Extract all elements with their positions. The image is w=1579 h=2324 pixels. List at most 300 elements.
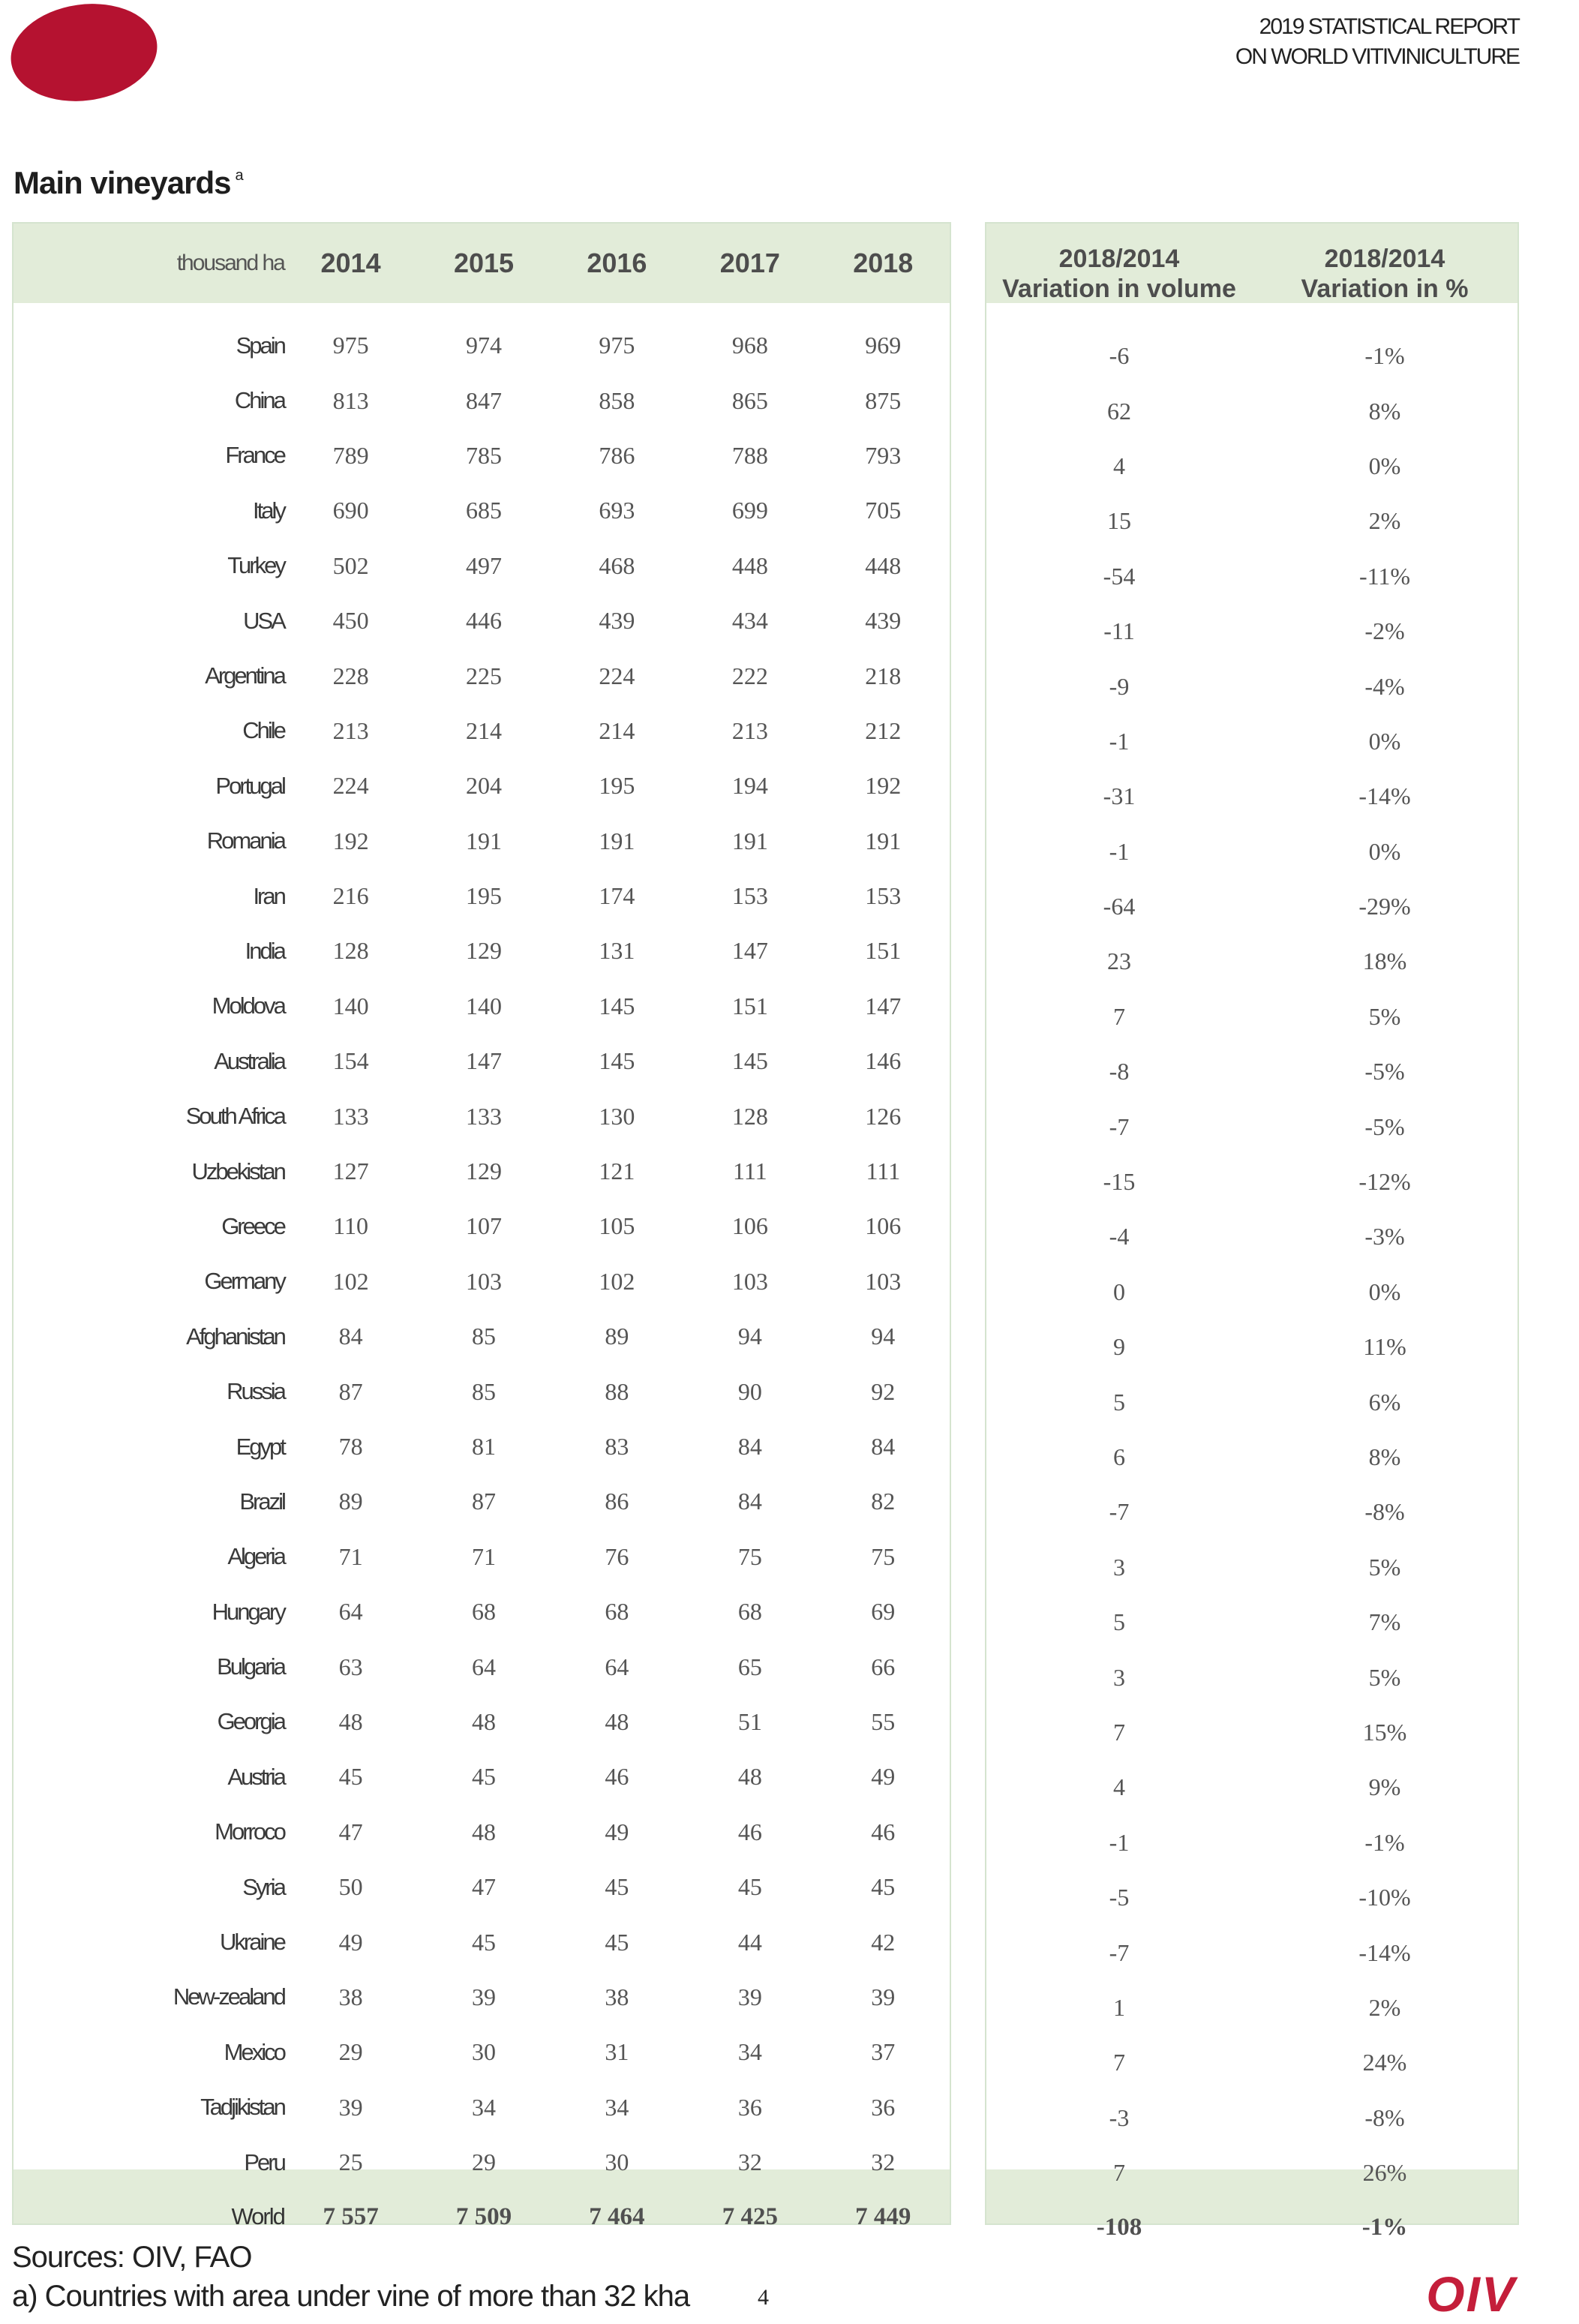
area-value: 89 — [605, 1323, 629, 1350]
area-value: 7 557 — [323, 2202, 379, 2230]
area-value: 39 — [338, 2093, 363, 2121]
country-name: South Africa — [185, 1103, 284, 1130]
table-row — [986, 1595, 1517, 1650]
area-value: 102 — [599, 1267, 635, 1295]
table-row — [986, 2091, 1517, 2145]
country-name: France — [225, 442, 284, 469]
variation-volume-value: 3 — [1113, 1553, 1125, 1581]
area-value: 106 — [865, 1212, 902, 1240]
area-value: 133 — [465, 1102, 502, 1130]
area-value: 34 — [471, 2093, 496, 2121]
area-value: 94 — [737, 1323, 762, 1350]
area-value: 68 — [605, 1598, 629, 1626]
table-row — [14, 1254, 950, 1309]
area-value: 448 — [865, 551, 902, 579]
table-row — [14, 1970, 950, 2025]
table-row — [986, 604, 1517, 659]
area-value: 195 — [465, 882, 502, 910]
country-name: Chile — [242, 717, 284, 744]
table-row — [986, 1154, 1517, 1209]
variation-volume-value: -1 — [1109, 837, 1130, 865]
table-row — [986, 1265, 1517, 1320]
area-value: 191 — [599, 827, 635, 854]
area-value: 81 — [471, 1433, 496, 1460]
variation-pct-header: 2018/2014 Variation in % — [1301, 245, 1469, 303]
table-row — [14, 1144, 950, 1199]
table-row — [986, 494, 1517, 548]
variation-pct-value: -1% — [1361, 2213, 1408, 2241]
variation-volume-value: 9 — [1113, 1333, 1125, 1361]
area-value: 64 — [338, 1598, 363, 1626]
area-value: 32 — [737, 2148, 762, 2176]
table-row — [986, 1044, 1517, 1099]
area-value: 127 — [332, 1157, 369, 1185]
area-value: 103 — [465, 1267, 502, 1295]
area-value: 145 — [599, 992, 635, 1019]
area-value: 45 — [871, 1873, 896, 1901]
area-value: 107 — [465, 1212, 502, 1240]
table-row — [986, 659, 1517, 713]
area-value: 793 — [865, 441, 902, 469]
variation-pct-value: -3% — [1364, 1223, 1405, 1251]
area-value: 213 — [731, 716, 768, 744]
area-value: 63 — [338, 1653, 363, 1680]
oiv-brand-logo: OIV — [1426, 2266, 1516, 2322]
area-value: 84 — [871, 1433, 896, 1460]
variation-pct-value: 0% — [1368, 1278, 1401, 1305]
table-row — [14, 1034, 950, 1088]
area-value: 147 — [465, 1047, 502, 1075]
area-value: 140 — [465, 992, 502, 1019]
area-value: 153 — [865, 882, 902, 910]
table-row — [14, 1530, 950, 1584]
country-name: India — [245, 937, 284, 964]
year-header: 2016 — [587, 248, 647, 278]
variation-volume-value: -1 — [1109, 727, 1130, 755]
area-value: 218 — [865, 662, 902, 689]
table-row — [14, 593, 950, 648]
country-name: Syria — [242, 1873, 284, 1900]
area-value: 191 — [865, 827, 902, 854]
country-name: Spain — [236, 332, 284, 359]
area-value: 497 — [465, 551, 502, 579]
table-row — [14, 979, 950, 1034]
table-row — [14, 1474, 950, 1529]
area-value: 105 — [599, 1212, 635, 1240]
variation-volume-value: -7 — [1109, 1498, 1130, 1526]
area-value: 48 — [338, 1707, 363, 1735]
area-value: 147 — [865, 992, 902, 1019]
variation-pct-value: 5% — [1368, 1553, 1401, 1581]
variation-pct-value: -11% — [1358, 562, 1411, 590]
area-value: 92 — [871, 1377, 896, 1405]
area-value: 468 — [599, 551, 635, 579]
country-name: Germany — [204, 1268, 284, 1295]
area-value: 84 — [737, 1433, 762, 1460]
area-value: 788 — [731, 441, 768, 469]
area-value: 126 — [865, 1102, 902, 1130]
area-value: 47 — [338, 1818, 363, 1845]
area-value: 813 — [332, 386, 369, 414]
variation-volume-value: 15 — [1107, 507, 1131, 535]
table-row — [14, 428, 950, 483]
country-name: Australia — [214, 1047, 284, 1074]
area-value: 969 — [865, 332, 902, 359]
area-value: 94 — [871, 1323, 896, 1350]
area-value: 48 — [605, 1707, 629, 1735]
variation-volume-value: -108 — [1096, 2213, 1142, 2241]
variation-pct-value: -8% — [1364, 2103, 1405, 2131]
table-row — [14, 1584, 950, 1639]
country-name: Tadjikistan — [200, 2094, 284, 2121]
country-name: Moldova — [212, 992, 284, 1019]
variation-volume-value: 5 — [1113, 1388, 1125, 1416]
variation-pct-value: -29% — [1358, 893, 1411, 920]
area-value: 858 — [599, 386, 635, 414]
variation-pct-value: -14% — [1358, 1938, 1411, 1966]
variation-pct-value: 0% — [1368, 837, 1401, 865]
table-row — [986, 2145, 1517, 2200]
area-value: 693 — [599, 497, 635, 524]
variation-pct-value: 18% — [1362, 947, 1407, 975]
country-name: Bulgaria — [217, 1653, 284, 1680]
table-row — [986, 1485, 1517, 1539]
area-value: 192 — [332, 827, 369, 854]
variation-pct-value: -5% — [1364, 1112, 1405, 1140]
table-row — [986, 879, 1517, 934]
area-value: 146 — [865, 1047, 902, 1075]
variation-pct-value: -1% — [1364, 342, 1405, 370]
area-value: 90 — [737, 1377, 762, 1405]
area-value: 68 — [471, 1598, 496, 1626]
area-value: 875 — [865, 386, 902, 414]
area-value: 110 — [333, 1212, 368, 1240]
table-row — [986, 314, 1517, 383]
area-value: 786 — [599, 441, 635, 469]
table-row — [986, 1099, 1517, 1154]
area-value: 847 — [465, 386, 502, 414]
area-value: 75 — [737, 1542, 762, 1570]
area-value: 49 — [338, 1928, 363, 1956]
table-row — [986, 824, 1517, 879]
table-row — [14, 1364, 950, 1419]
area-value: 7 425 — [722, 2202, 778, 2230]
area-value: 85 — [471, 1377, 496, 1405]
area-value: 64 — [605, 1653, 629, 1680]
year-header: 2015 — [453, 248, 515, 278]
world-total-row — [14, 2190, 950, 2244]
variation-pct-value: -5% — [1364, 1058, 1405, 1085]
area-value: 106 — [731, 1212, 768, 1240]
area-value: 145 — [599, 1047, 635, 1075]
table-row — [986, 2035, 1517, 2090]
area-value: 191 — [465, 827, 502, 854]
area-value: 48 — [471, 1707, 496, 1735]
area-value: 71 — [471, 1542, 496, 1570]
country-name: Mexico — [224, 2038, 284, 2065]
area-value: 86 — [605, 1488, 629, 1515]
area-value: 130 — [599, 1102, 635, 1130]
area-value: 103 — [731, 1267, 768, 1295]
unit-label: thousand ha — [176, 251, 284, 275]
table-row — [986, 1980, 1517, 2035]
table-row — [986, 1374, 1517, 1429]
area-value: 87 — [471, 1488, 496, 1515]
area-value: 30 — [605, 2148, 629, 2176]
area-value: 88 — [605, 1377, 629, 1405]
variation-pct-value: 7% — [1368, 1608, 1401, 1636]
country-name: Iran — [253, 882, 284, 909]
area-value: 151 — [731, 992, 768, 1019]
variation-pct-value: -10% — [1358, 1884, 1411, 1911]
variation-volume-value: 62 — [1107, 397, 1131, 425]
area-value: 68 — [737, 1598, 762, 1626]
sources-note — [12, 2238, 689, 2316]
variation-volume-value: -7 — [1109, 1938, 1130, 1966]
variation-volume-value: 0 — [1113, 1278, 1125, 1305]
variation-pct-value: 15% — [1362, 1718, 1407, 1746]
area-value: 45 — [471, 1763, 496, 1791]
table-row — [14, 1914, 950, 1969]
area-value: 39 — [471, 1983, 496, 2010]
area-value: 48 — [737, 1763, 762, 1791]
area-value: 128 — [731, 1102, 768, 1130]
area-value: 975 — [332, 332, 369, 359]
area-value: 65 — [737, 1653, 762, 1680]
variation-pct-value: 0% — [1368, 452, 1401, 479]
variation-volume-value: -8 — [1109, 1058, 1130, 1085]
area-value: 83 — [605, 1433, 629, 1460]
area-value: 191 — [731, 827, 768, 854]
variation-pct-value: 24% — [1362, 2049, 1407, 2076]
area-value: 204 — [465, 772, 502, 800]
area-value: 439 — [599, 607, 635, 635]
table-row — [14, 483, 950, 538]
area-value: 25 — [338, 2148, 363, 2176]
table-row — [986, 1925, 1517, 1980]
variation-volume-value: 1 — [1113, 1993, 1125, 2021]
area-value: 48 — [471, 1818, 496, 1845]
variation-pct-value: 2% — [1368, 1993, 1401, 2021]
area-value: 36 — [737, 2093, 762, 2121]
area-value: 47 — [471, 1873, 496, 1901]
country-name: Russia — [227, 1378, 284, 1405]
table-row — [14, 2135, 950, 2190]
table-row — [986, 1540, 1517, 1595]
area-value: 140 — [332, 992, 369, 1019]
variation-volume-value: -31 — [1103, 782, 1136, 810]
area-value: 49 — [605, 1818, 629, 1845]
table-row — [14, 1695, 950, 1749]
area-value: 34 — [737, 2038, 762, 2066]
table-row — [986, 989, 1517, 1044]
table-row — [14, 758, 950, 813]
area-value: 102 — [332, 1267, 369, 1295]
table-row — [986, 1815, 1517, 1870]
sources-text: Sources: OIV, FAO — [12, 2241, 252, 2274]
area-value: 78 — [338, 1433, 363, 1460]
variation-pct-value: 9% — [1368, 1773, 1401, 1801]
year-header: 2014 — [320, 248, 381, 278]
area-value: 129 — [465, 937, 502, 965]
area-value: 51 — [737, 1707, 762, 1735]
area-value: 448 — [731, 551, 768, 579]
report-title-line2: ON WORLD VITIVINICULTURE — [1235, 44, 1519, 69]
table-row — [14, 648, 950, 703]
variation-pct-value: 2% — [1368, 507, 1401, 535]
area-value: 87 — [338, 1377, 363, 1405]
area-value: 42 — [871, 1928, 896, 1956]
area-value: 45 — [737, 1873, 762, 1901]
area-value: 685 — [465, 497, 502, 524]
country-name: China — [234, 387, 284, 414]
variation-pct-value: 0% — [1368, 727, 1401, 755]
variation-pct-value: -8% — [1364, 1498, 1405, 1526]
area-value: 111 — [733, 1157, 767, 1185]
country-name: Greece — [221, 1212, 284, 1239]
area-value: 31 — [605, 2038, 629, 2066]
variation-volume-value: 7 — [1113, 2159, 1125, 2187]
country-name: Portugal — [215, 772, 284, 799]
area-value: 7 464 — [589, 2202, 645, 2230]
table-row — [14, 1419, 950, 1474]
area-value: 502 — [332, 551, 369, 579]
area-value: 147 — [731, 937, 768, 965]
variation-volume-value: 4 — [1113, 452, 1125, 479]
variation-volume-value: -3 — [1109, 2103, 1130, 2131]
table-header-row — [14, 224, 950, 303]
variation-volume-value: -5 — [1109, 1884, 1130, 1911]
variation-pct-value: 11% — [1363, 1333, 1406, 1361]
variation-pct-value: -1% — [1364, 1828, 1405, 1856]
table-row — [14, 2025, 950, 2079]
area-value: 46 — [605, 1763, 629, 1791]
area-value: 89 — [338, 1488, 363, 1515]
area-value: 192 — [865, 772, 902, 800]
variation-volume-value: 4 — [1113, 1773, 1125, 1801]
table-row — [14, 704, 950, 758]
variation-volume-value: -15 — [1103, 1168, 1136, 1196]
area-value: 121 — [599, 1157, 635, 1185]
variation-volume-value: 6 — [1113, 1443, 1125, 1470]
area-value: 111 — [866, 1157, 901, 1185]
variation-pct-value: 5% — [1368, 1663, 1401, 1691]
table-row — [14, 869, 950, 923]
area-value: 153 — [731, 882, 768, 910]
area-value: 222 — [731, 662, 768, 689]
table-row — [986, 1760, 1517, 1815]
country-name: Georgia — [217, 1708, 284, 1735]
area-value: 55 — [871, 1707, 896, 1735]
area-value: 224 — [332, 772, 369, 800]
area-value: 49 — [871, 1763, 896, 1791]
area-value: 44 — [737, 1928, 762, 1956]
year-header: 2017 — [719, 248, 780, 278]
area-value: 29 — [338, 2038, 363, 2066]
area-value: 29 — [471, 2148, 496, 2176]
table-row — [986, 1320, 1517, 1374]
table-row — [14, 1860, 950, 1914]
country-name: Brazil — [239, 1488, 284, 1515]
area-value: 50 — [338, 1873, 363, 1901]
table-row — [986, 714, 1517, 769]
area-value: 129 — [465, 1157, 502, 1185]
variation-volume-value: -54 — [1103, 562, 1136, 590]
table-row — [14, 1749, 950, 1804]
area-value: 38 — [338, 1983, 363, 2010]
area-value: 699 — [731, 497, 768, 524]
area-value: 39 — [737, 1983, 762, 2010]
table-row — [986, 934, 1517, 989]
area-value: 224 — [599, 662, 635, 689]
area-value: 968 — [731, 332, 768, 359]
area-value: 151 — [865, 937, 902, 965]
area-value: 46 — [871, 1818, 896, 1845]
table-row — [14, 1088, 950, 1143]
section-title — [14, 165, 243, 201]
variation-volume-value: -6 — [1109, 342, 1130, 370]
variation-pct-value: 8% — [1368, 397, 1401, 425]
area-value: 84 — [338, 1323, 363, 1350]
area-value: 154 — [332, 1047, 369, 1075]
variation-volume-value: 5 — [1113, 1608, 1125, 1636]
area-value: 69 — [871, 1598, 896, 1626]
country-name: Uzbekistan — [191, 1157, 284, 1185]
area-value: 85 — [471, 1323, 496, 1350]
variation-volume-value: -4 — [1109, 1223, 1130, 1251]
country-name: Peru — [244, 2148, 284, 2175]
country-name: Argentina — [205, 662, 284, 689]
area-value: 45 — [605, 1928, 629, 1956]
variation-volume-value: 7 — [1113, 1718, 1125, 1746]
country-name: Romania — [206, 827, 284, 854]
table-row — [986, 549, 1517, 604]
area-value: 195 — [599, 772, 635, 800]
area-value: 84 — [737, 1488, 762, 1515]
country-name: Italy — [253, 497, 284, 524]
country-name: Algeria — [227, 1543, 284, 1570]
area-value: 214 — [465, 716, 502, 744]
country-name: Turkey — [227, 552, 284, 579]
area-value: 789 — [332, 441, 369, 469]
country-name: Ukraine — [220, 1929, 284, 1956]
country-name: Hungary — [212, 1598, 284, 1625]
table-row — [14, 303, 950, 373]
report-title-line1: 2019 STATISTICAL REPORT — [1259, 14, 1519, 39]
variation-pct-value: 26% — [1362, 2159, 1407, 2187]
variation-volume-value: -9 — [1109, 672, 1130, 700]
area-value: 133 — [332, 1102, 369, 1130]
year-header: 2018 — [853, 248, 914, 278]
table-row — [14, 814, 950, 869]
area-value: 439 — [865, 607, 902, 635]
variation-pct-value: 8% — [1368, 1443, 1401, 1470]
area-value: 46 — [737, 1818, 762, 1845]
area-value: 225 — [465, 662, 502, 689]
table-row — [14, 1199, 950, 1254]
area-value: 38 — [605, 1983, 629, 2010]
table-header-row — [986, 224, 1517, 314]
table-row — [986, 1650, 1517, 1704]
oiv-logo-blob — [5, 0, 164, 110]
area-value: 36 — [871, 2093, 896, 2121]
variation-panel — [985, 222, 1519, 2241]
variation-volume-value: -11 — [1103, 617, 1135, 645]
area-value: 71 — [338, 1542, 363, 1570]
area-value: 131 — [599, 937, 635, 965]
variation-volume-header: 2018/2014 Variation in volume — [1002, 245, 1236, 303]
variation-pct-value: 5% — [1368, 1002, 1401, 1030]
